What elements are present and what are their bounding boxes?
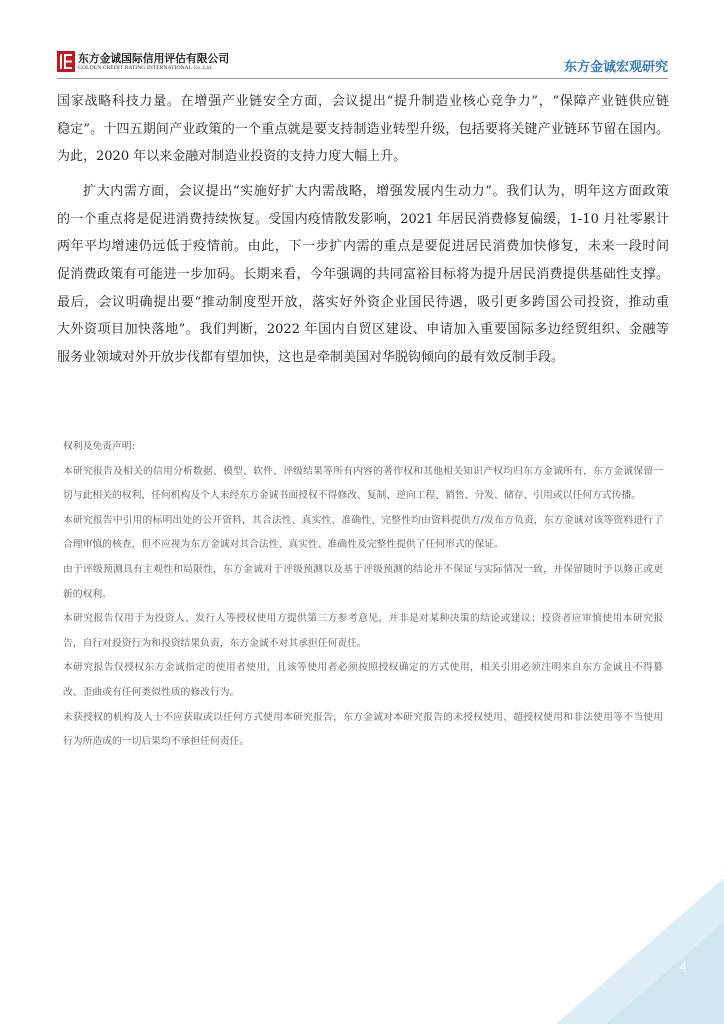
text-line: 服务业领域对外开放步伐都有望加快，这也是牵制美国对华脱钩倾向的最有效反制手段。 bbox=[57, 349, 565, 365]
disclaimer-line: 合理审慎的核查，但不应视为东方金诚对其合法性、真实性、准确性及完整性提供了任何形式的保证。 bbox=[63, 539, 504, 551]
text-line: 稳定”。十四五期间产业政策的一个重点就是要支持制造业转型升级，包括要将关键产业链环节留在国内。 bbox=[57, 121, 669, 137]
text-line: 大外资项目加快落地”。我们判断，2022 年国内自贸区建设、申请加入重要国际多边经贸组织、金融等 bbox=[57, 322, 669, 338]
disclaimer-line: 本研究报告及相关的信用分析数据、模型、软件、评级结果等所有内容的著作权和其他相关知识产权均归东方金诚所有，东方金诚保留一 bbox=[63, 465, 663, 477]
report-body bbox=[57, 88, 669, 379]
golden-credit-logo-icon bbox=[57, 51, 75, 72]
disclaimer-paragraph bbox=[63, 558, 663, 607]
disclaimer-title: 权利及免责声明: bbox=[63, 441, 135, 452]
disclaimer-line: 改、歪曲或有任何类似性质的修改行为。 bbox=[63, 686, 240, 698]
disclaimer-paragraph bbox=[63, 509, 663, 558]
text-line: 国家战略科技力量。在增强产业链安全方面，会议提出“提升制造业核心竞争力”，“保障产业链供应链 bbox=[57, 94, 669, 109]
text-line: 扩大内需方面，会议提出“实施好扩大内需战略，增强发展内生动力”。我们认为，明年这方面政策 bbox=[83, 184, 669, 200]
disclaimer-paragraph bbox=[63, 607, 663, 656]
text-line: 的一个重点将是促进消费持续恢复。受国内疫情散发影响，2021 年居民消费修复偏缓，1-10 月社零累计 bbox=[57, 211, 669, 227]
disclaimer-line: 由于评级预测具有主观性和局限性，东方金诚对于评级预测以及基于评级预测的结论并不保证与实际情况一致，并保留随时予以修正或更 bbox=[63, 563, 663, 575]
disclaimer bbox=[63, 435, 663, 755]
company-name: 东方金诚国际信用评估有限公司 bbox=[78, 52, 230, 65]
text-line: 两年平均增速仍远低于疫情前。由此，下一步扩内需的重点是要促进居民消费加快修复，未来一段时间 bbox=[57, 239, 669, 255]
text-line: 最后，会议明确提出要“推动制度型开放，落实好外资企业国民待遇，吸引更多跨国公司投资，推动重 bbox=[57, 294, 669, 310]
body-paragraph bbox=[57, 178, 669, 371]
disclaimer-line: 新的权利。 bbox=[63, 588, 112, 600]
disclaimer-line: 切与此相关的权利，任何机构及个人未经东方金诚书面授权不得修改、复制、逆向工程、销售、分发、储存、引用或以任何方式传播。 bbox=[63, 490, 642, 502]
disclaimer-line: 本研究报告仅用于为投资人、发行人等授权使用方提供第三方参考意见，并非是对某种决策的结论或建议；投资者应审慎使用本研究报 bbox=[63, 613, 663, 625]
disclaimer-line: 告，自行对投资行为和投资结果负责，东方金诚不对其承担任何责任。 bbox=[63, 637, 367, 649]
disclaimer-paragraph bbox=[63, 460, 663, 509]
disclaimer-paragraph bbox=[63, 656, 663, 705]
company-name-english: GOLDEN CREDIT RATING INTERNATIONAL Co.,Ltd. bbox=[78, 65, 213, 71]
disclaimer-line: 行为所造成的一切后果均不承担任何责任。 bbox=[63, 736, 250, 748]
text-line: 为此，2020 年以来金融对制造业投资的支持力度大幅上升。 bbox=[57, 149, 407, 165]
body-paragraph bbox=[57, 88, 669, 171]
series-title: 东方金诚宏观研究 bbox=[563, 60, 668, 75]
page-number: 4 bbox=[679, 960, 687, 974]
text-line: 促消费政策有可能进一步加码。长期来看，今年强调的共同富裕目标将为提升居民消费提供基础性支撑。 bbox=[57, 266, 669, 282]
disclaimer-line: 本研究报告仅授权东方金诚指定的使用者使用，且该等使用者必须按照授权确定的方式使用，相关引用必须注明来自东方金诚且不得篡 bbox=[63, 662, 663, 674]
disclaimer-line: 本研究报告中引用的标明出处的公开资料，其合法性、真实性、准确性、完整性均由资料提供方/发布方负责，东方金诚对该等资料进行了 bbox=[63, 514, 663, 526]
corner-triangle-icon bbox=[540, 860, 724, 1024]
header-divider bbox=[57, 78, 668, 79]
disclaimer-line: 未获授权的机构及人士不应获取或以任何方式使用本研究报告，东方金诚对本研究报告的未授权使用、超授权使用和非法使用等不当使用 bbox=[63, 711, 663, 723]
disclaimer-paragraph bbox=[63, 706, 663, 755]
